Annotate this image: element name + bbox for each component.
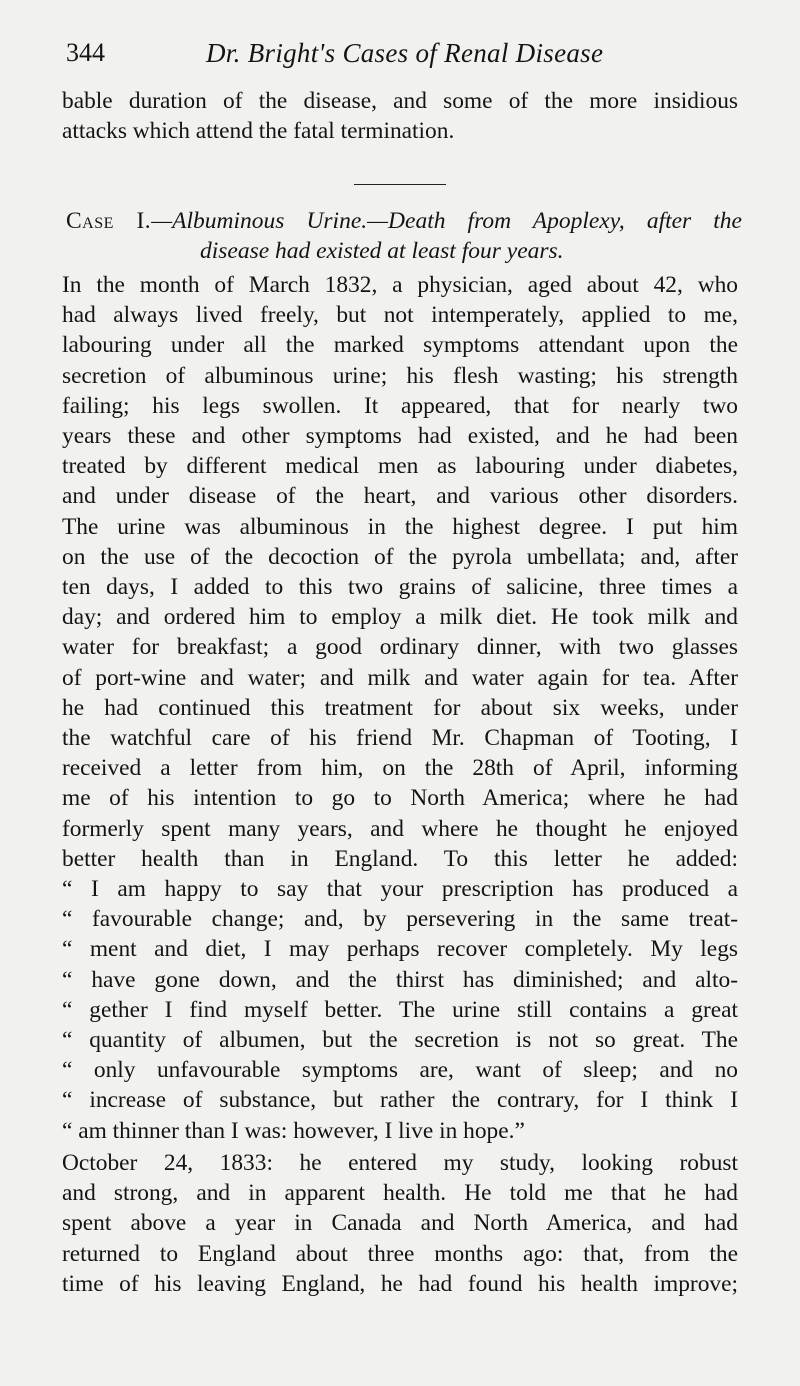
case-label: Case I. (66, 208, 152, 234)
quote-line: “ am thinner than I was: however, I live in hope.” (62, 1117, 525, 1144)
text-line: attacks which attend the fatal termination. (62, 118, 455, 145)
text-line: and under disease of the heart, and various other disorders. (62, 483, 738, 510)
text-line: In the month of March 1832, a physician, aged about 42, who (62, 272, 738, 298)
case-title: —Albuminous Urine.—Death from Apoplexy, after the (151, 208, 742, 234)
case-heading-line-1 (66, 206, 742, 236)
running-title: Dr. Bright's Cases of Renal Disease (206, 38, 604, 68)
quote-line: “ gether I find myself better. The urine still contains a great (62, 996, 738, 1023)
text-line: me of his intention to go to North America; where he had (62, 785, 738, 812)
quote-line: “ ment and diet, I may perhaps recover completely. My legs (62, 936, 738, 963)
paragraph-2 (62, 1148, 738, 1299)
quote-line: “ only unfavourable symptoms are, want of sleep; and no (62, 1057, 738, 1084)
text-line: The urine was albuminous in the highest degree. I put him (62, 513, 738, 540)
quote-line: “ have gone down, and the thirst has diminished; and alto- (62, 966, 738, 993)
quote-line: “ quantity of albumen, but the secretion is not so great. The (62, 1027, 738, 1054)
text-line: bable duration of the disease, and some of the more insidious (62, 88, 738, 114)
section-divider (354, 184, 446, 185)
text-line: treated by different medical men as labouring under diabetes, (62, 453, 738, 480)
text-line: time of his leaving England, he had found his health improve; (62, 1270, 738, 1297)
text-line: October 24, 1833: he entered my study, looking robust (62, 1150, 738, 1176)
text-line: water for breakfast; a good ordinary dinner, with two glasses (62, 634, 738, 661)
page-number: 344 (66, 38, 105, 67)
text-line: returned to England about three months ago: that, from the (62, 1240, 738, 1267)
text-line: secretion of albuminous urine; his flesh wasting; his strength (62, 362, 738, 389)
text-line: failing; his legs swollen. It appeared, that for nearly two (62, 392, 738, 419)
text-line: better health than in England. To this letter he added: (62, 845, 738, 872)
text-line: day; and ordered him to employ a milk diet. He took milk and (62, 604, 738, 631)
text-line: formerly spent many years, and where he thought he enjoyed (62, 815, 738, 842)
text-line: on the use of the decoction of the pyrola umbellata; and, after (62, 543, 738, 570)
quote-line: “ favourable change; and, by persevering in the same treat- (62, 906, 738, 933)
quote-line: “ I am happy to say that your prescription has produced a (62, 876, 738, 903)
text-line: had always lived freely, but not intemperately, applied to me, (62, 302, 738, 329)
text-line: and strong, and in apparent health. He told me that he had (62, 1180, 738, 1207)
running-head (66, 38, 746, 74)
case-heading-line-2: disease had existed at least four years. (200, 238, 564, 264)
text-line: labouring under all the marked symptoms attendant upon the (62, 332, 738, 359)
text-line: he had continued this treatment for about six weeks, under (62, 694, 738, 721)
text-line: received a letter from him, on the 28th of April, informing (62, 755, 738, 782)
text-line: the watchful care of his friend Mr. Chapman of Tooting, I (62, 725, 738, 752)
paragraph-1 (62, 270, 738, 1146)
case-heading (66, 206, 742, 266)
text-line: years these and other symptoms had existed, and he had been (62, 423, 738, 450)
text-line: of port-wine and water; and milk and water again for tea. After (62, 664, 738, 691)
text-line: ten days, I added to this two grains of salicine, three times a (62, 574, 738, 601)
text-line: spent above a year in Canada and North America, and had (62, 1210, 738, 1237)
quote-line: “ increase of substance, but rather the contrary, for I think I (62, 1087, 738, 1114)
continued-paragraph (62, 86, 738, 146)
